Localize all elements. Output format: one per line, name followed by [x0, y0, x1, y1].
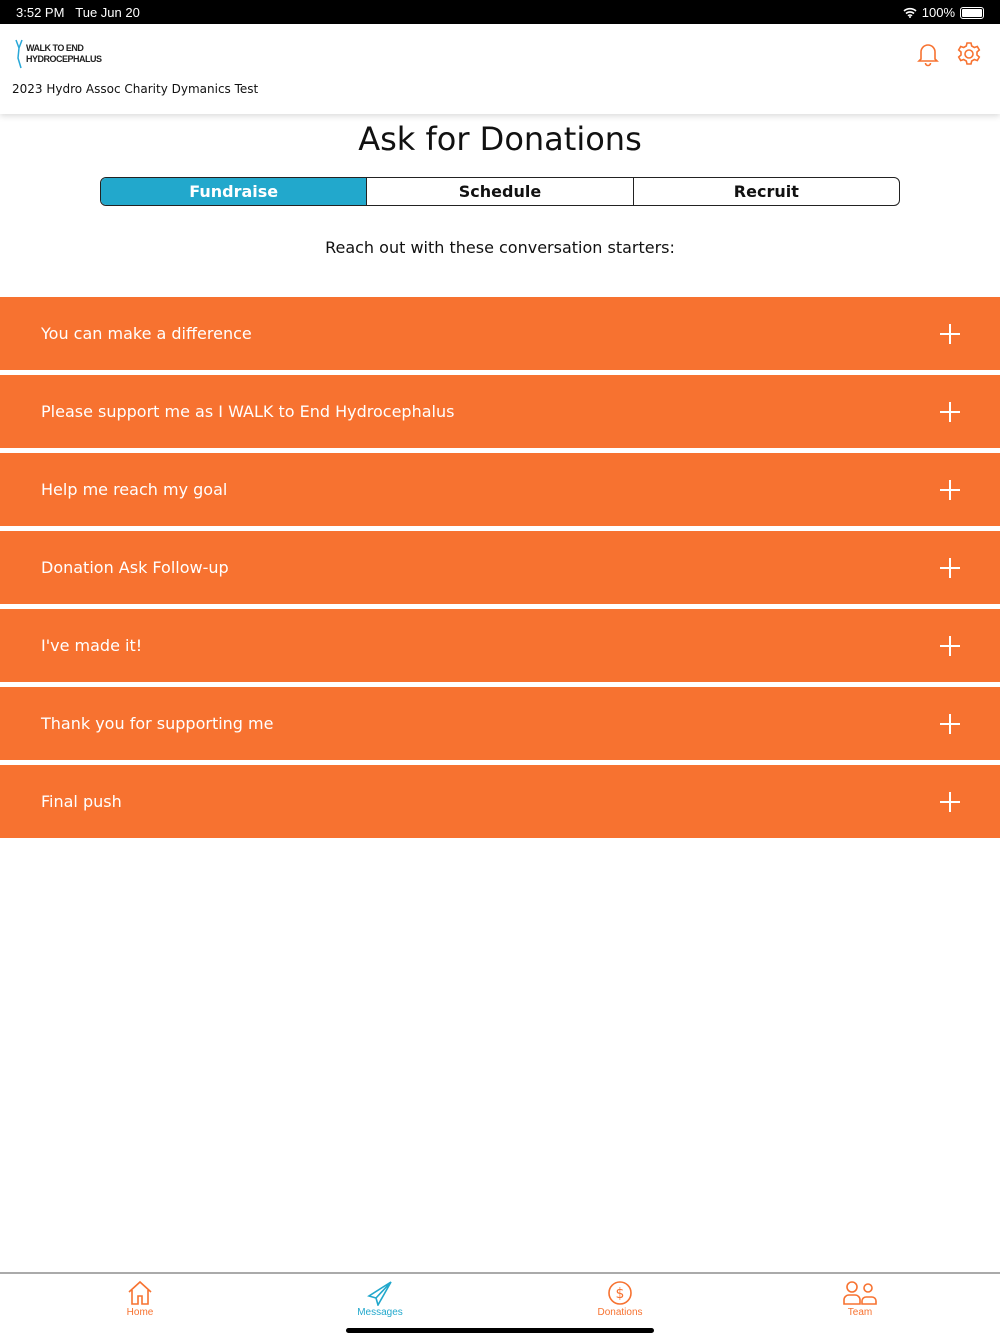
nav-donations[interactable] [560, 1280, 680, 1319]
list-item[interactable] [0, 687, 1000, 760]
plus-icon[interactable] [940, 636, 960, 656]
battery-icon [960, 7, 984, 19]
dollar-circle-icon [606, 1280, 634, 1306]
segmented-control [100, 177, 900, 206]
plus-icon[interactable] [940, 558, 960, 578]
event-name: 2023 Hydro Assoc Charity Dymanics Test [12, 82, 259, 96]
item-label: Thank you for supporting me [41, 714, 274, 733]
item-label: Donation Ask Follow-up [41, 558, 229, 577]
home-indicator [346, 1328, 654, 1333]
nav-home[interactable] [80, 1280, 200, 1319]
item-label: You can make a difference [41, 324, 252, 343]
status-bar [0, 0, 1000, 24]
item-label: Help me reach my goal [41, 480, 228, 499]
list-item[interactable] [0, 765, 1000, 838]
paper-plane-icon [366, 1280, 394, 1306]
list-item[interactable] [0, 375, 1000, 448]
list-item[interactable] [0, 297, 1000, 370]
nav-home-label: Home [126, 1307, 154, 1318]
plus-icon[interactable] [940, 714, 960, 734]
logo-figure-icon [14, 38, 24, 70]
svg-text:$: $ [615, 1286, 625, 1302]
tab-fundraise[interactable]: Fundraise [101, 178, 366, 205]
plus-icon[interactable] [940, 402, 960, 422]
logo [14, 38, 102, 70]
home-icon [126, 1280, 154, 1306]
list-item[interactable] [0, 453, 1000, 526]
bottom-tab-bar [0, 1272, 1000, 1334]
plus-icon[interactable] [940, 792, 960, 812]
item-label: Final push [41, 792, 122, 811]
wifi-icon [903, 7, 917, 18]
plus-icon[interactable] [940, 324, 960, 344]
nav-team-label: Team [847, 1307, 873, 1318]
item-label: I've made it! [41, 636, 143, 655]
logo-text-1: WALK TO END [26, 43, 84, 53]
conversation-list [0, 297, 1000, 843]
nav-donations-label: Donations [597, 1307, 643, 1318]
status-date: Tue Jun 20 [75, 5, 140, 20]
plus-icon[interactable] [940, 480, 960, 500]
team-icon [842, 1280, 878, 1306]
item-label: Please support me as I WALK to End Hydrocephalus [41, 402, 455, 421]
tab-schedule[interactable]: Schedule [366, 178, 632, 205]
bell-icon[interactable] [916, 41, 940, 67]
nav-messages-label: Messages [357, 1307, 403, 1318]
page-title: Ask for Donations [358, 120, 642, 158]
logo-text-2: HYDROCEPHALUS [26, 54, 102, 64]
tab-recruit[interactable]: Recruit [633, 178, 899, 205]
list-item[interactable] [0, 609, 1000, 682]
status-time: 3:52 PM [16, 5, 65, 20]
nav-team[interactable] [800, 1280, 920, 1319]
app-header [0, 24, 1000, 114]
list-item[interactable] [0, 531, 1000, 604]
battery-percent: 100% [921, 5, 955, 20]
subtitle: Reach out with these conversation starters: [325, 238, 675, 257]
gear-icon[interactable] [956, 41, 982, 67]
nav-messages[interactable] [320, 1280, 440, 1319]
